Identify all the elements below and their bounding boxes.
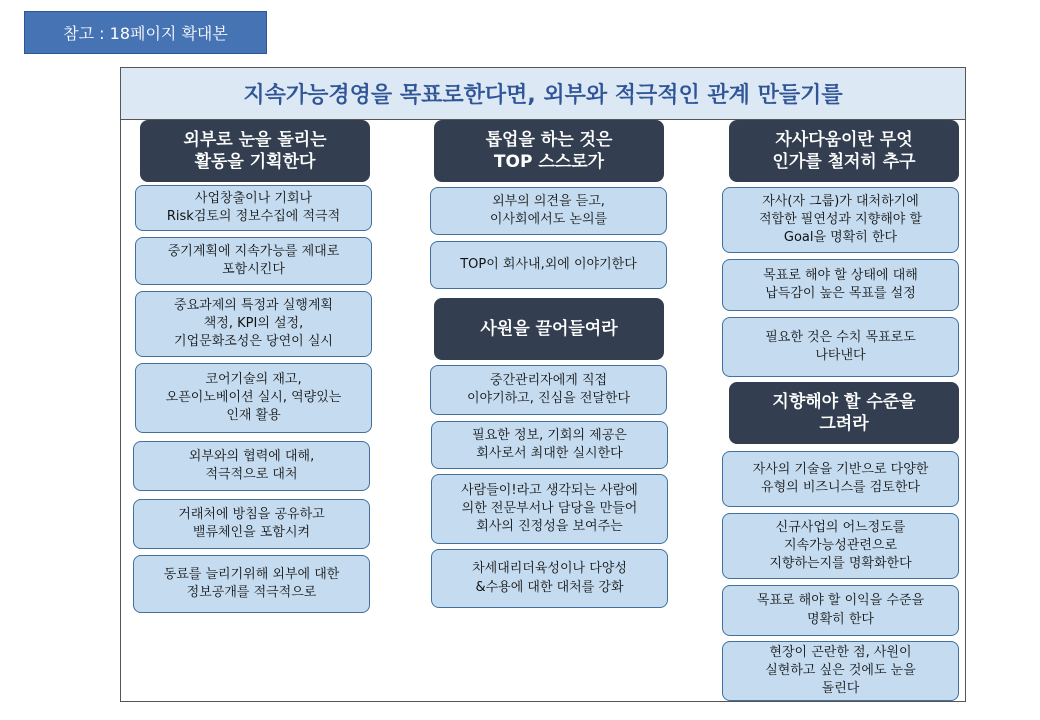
- col1-item: 중기계획에 지속가능를 제대로 포함시킨다: [135, 237, 372, 285]
- col2-item: TOP이 회사내,외에 이야기한다: [430, 241, 667, 289]
- col3-header-top: 자사다움이란 무엇 인가를 철저히 추구: [729, 120, 959, 182]
- col2-item: 필요한 정보, 기회의 제공은 회사로서 최대한 실시한다: [431, 421, 668, 469]
- col1-item: 외부와의 협력에 대해, 적극적으로 대처: [133, 441, 370, 491]
- reference-label: 참고 : 18페이지 확대본: [24, 11, 267, 54]
- col1-item: 거래처에 방침을 공유하고 밸류체인을 포함시켜: [133, 499, 370, 549]
- col3-item: 현장이 곤란한 점, 사원이 실현하고 싶은 것에도 눈을 돌린다: [722, 641, 959, 701]
- col2-header-top: 톱업을 하는 것은 TOP 스스로가: [434, 120, 664, 182]
- col3-item: 목표로 해야 할 상태에 대해 납득감이 높은 목표를 설정: [722, 259, 959, 311]
- col1-item: 중요과제의 특정과 실행계획 책정, KPI의 설정, 기업문화조성은 당연이 실시: [135, 291, 372, 357]
- col2-item: 사람들이!라고 생각되는 사람에 의한 전문부서나 담당을 만들어 회사의 진정성을 보여주는: [431, 474, 668, 544]
- col1-header: 외부로 눈을 돌리는 활동을 기획한다: [140, 120, 370, 182]
- main-title: 지속가능경영을 목표로한다면, 외부와 적극적인 관계 만들기를: [121, 68, 965, 120]
- col2-item: 차세대리더육성이나 다양성 &수용에 대한 대처를 강화: [431, 549, 668, 608]
- col3-item: 필요한 것은 수치 목표로도 나타낸다: [722, 317, 959, 377]
- col2-item: 외부의 의견을 듣고, 이사회에서도 논의를: [430, 187, 667, 235]
- col1-item: 코어기술의 재고, 오픈이노베이션 실시, 역량있는 인재 활용: [135, 363, 372, 433]
- col3-item: 자사의 기술을 기반으로 다양한 유형의 비즈니스를 검토한다: [722, 451, 959, 507]
- col3-item: 신규사업의 어느정도를 지속가능성관련으로 지향하는지를 명확화한다: [722, 513, 959, 579]
- col1-item: 동료를 늘리기위해 외부에 대한 정보공개를 적극적으로: [133, 555, 370, 613]
- col2-header-bottom: 사원을 끌어들여라: [434, 298, 664, 360]
- col3-header-bottom: 지향해야 할 수준을 그려라: [729, 382, 959, 444]
- col3-item: 자사(자 그룹)가 대처하기에 적합한 필연성과 지향해야 할 Goal을 명확히 한다: [722, 187, 959, 253]
- col2-item: 중간관리자에게 직접 이야기하고, 진심을 전달한다: [430, 365, 667, 415]
- col3-item: 목표로 해야 할 이익을 수준을 명확히 한다: [722, 585, 959, 636]
- col1-item: 사업창출이나 기회나 Risk검토의 정보수집에 적극적: [135, 185, 372, 231]
